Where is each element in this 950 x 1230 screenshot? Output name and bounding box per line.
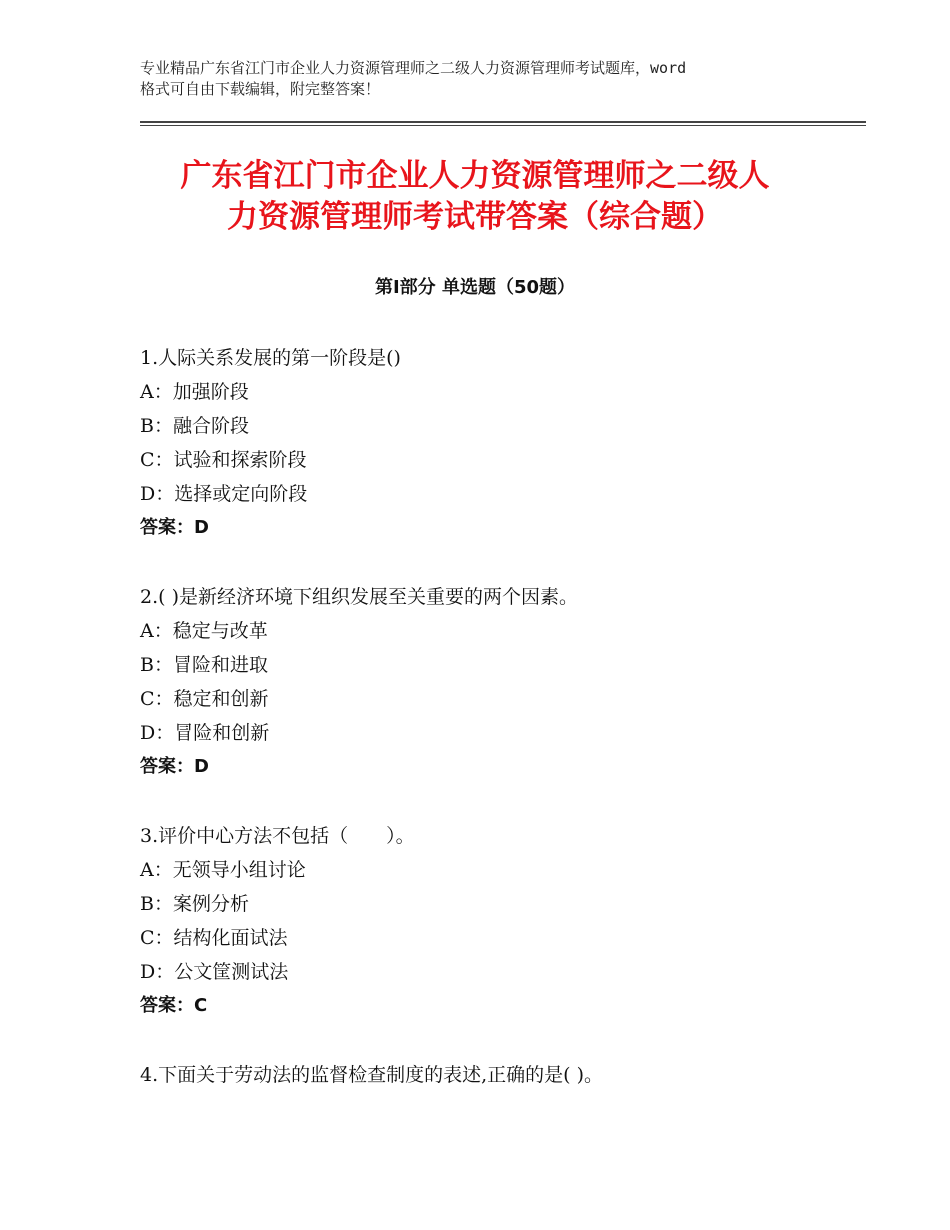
option-c: C：稳定和创新 bbox=[140, 688, 269, 710]
header-divider-thick bbox=[140, 121, 866, 123]
question-4 bbox=[140, 1058, 860, 1092]
header-note-line-2: 格式可自由下载编辑，附完整答案！ bbox=[140, 80, 381, 98]
document-title bbox=[100, 156, 850, 238]
option-c: C：结构化面试法 bbox=[140, 927, 288, 949]
answer-label: 答案：D bbox=[140, 517, 209, 538]
question-stem: 1.人际关系发展的第一阶段是() bbox=[140, 347, 401, 369]
question-stem: 2.( )是新经济环境下组织发展至关重要的两个因素。 bbox=[140, 586, 578, 608]
document-title-line-1: 广东省江门市企业人力资源管理师之二级人 bbox=[180, 158, 770, 194]
option-b: B：案例分析 bbox=[140, 893, 249, 915]
option-b: B：冒险和进取 bbox=[140, 654, 268, 676]
question-1 bbox=[140, 341, 860, 545]
question-3 bbox=[140, 819, 860, 1023]
question-stem: 4.下面关于劳动法的监督检查制度的表述,正确的是( )。 bbox=[140, 1064, 604, 1086]
document-title-line-2: 力资源管理师考试带答案（综合题） bbox=[227, 199, 723, 235]
header-note bbox=[140, 58, 840, 100]
option-c: C：试验和探索阶段 bbox=[140, 449, 307, 471]
answer-label: 答案：D bbox=[140, 756, 209, 777]
option-d: D：选择或定向阶段 bbox=[140, 483, 308, 505]
option-d: D：冒险和创新 bbox=[140, 722, 270, 744]
option-a: A：加强阶段 bbox=[140, 381, 249, 403]
section-title: 第Ⅰ部分 单选题（50题） bbox=[374, 277, 575, 298]
header-note-line-1: 专业精品广东省江门市企业人力资源管理师之二级人力资源管理师考试题库，word bbox=[140, 59, 687, 77]
question-2 bbox=[140, 580, 860, 784]
option-b: B：融合阶段 bbox=[140, 415, 249, 437]
question-stem: 3.评价中心方法不包括（ ）。 bbox=[140, 825, 415, 847]
option-a: A：稳定与改革 bbox=[140, 620, 268, 642]
answer-label: 答案：C bbox=[140, 995, 208, 1016]
option-a: A：无领导小组讨论 bbox=[140, 859, 306, 881]
option-d: D：公文筐测试法 bbox=[140, 961, 289, 983]
header-divider-thin bbox=[140, 125, 866, 126]
